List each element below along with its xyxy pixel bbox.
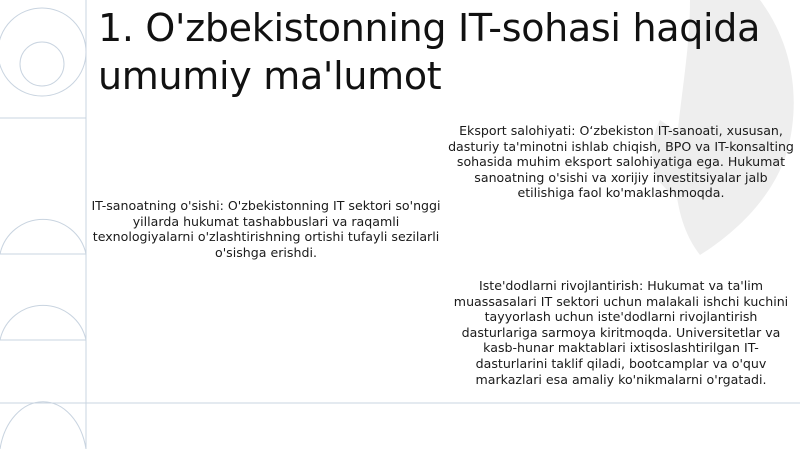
- deco-arc-lower: [0, 305, 86, 340]
- text-block-it-growth: IT-sanoatning o'sishi: O'zbekistonning IT sektori so'nggi yillarda hukumat tashabbuslari va raqamli texnologiyalarni o'zlashtirishning ortishi tufayli sezilarli o'sishga erishdi.: [91, 198, 441, 260]
- text-block-talent-development: Iste'dodlarni rivojlantirish: Hukumat va ta'lim muassasalari IT sektori uchun malakali ishchi kuchini tayyorlash uchun iste'dodlarni rivojlantirish dasturlariga sarmoya kiritmoqda. Universitetlar va kasb-hunar maktablari ixtisoslashtirilgan IT-dasturlarini taklif qiladi, bootcamplar va o'quv markazlari esa amaliy ko'nikmalarni o'rgatadi.: [453, 278, 789, 387]
- deco-circle-large: [0, 8, 86, 96]
- text-block-export-potential: Eksport salohiyati: O‘zbekiston IT-sanoati, xususan, dasturiy ta'minotni ishlab chiqish, BPO va IT-konsalting sohasida muhim eksport salohiyatiga ega. Hukumat sanoatning o'sishi va xorijiy investitsiyalar jalb etilishiga faol ko'maklashmoqda.: [448, 123, 794, 201]
- deco-arc-lower-inner: [0, 402, 86, 449]
- deco-circle-small: [20, 42, 64, 86]
- deco-arc-upper: [0, 219, 86, 254]
- slide-title: 1. O'zbekistonning IT-sohasi haqida umumiy ma'lumot: [98, 6, 761, 98]
